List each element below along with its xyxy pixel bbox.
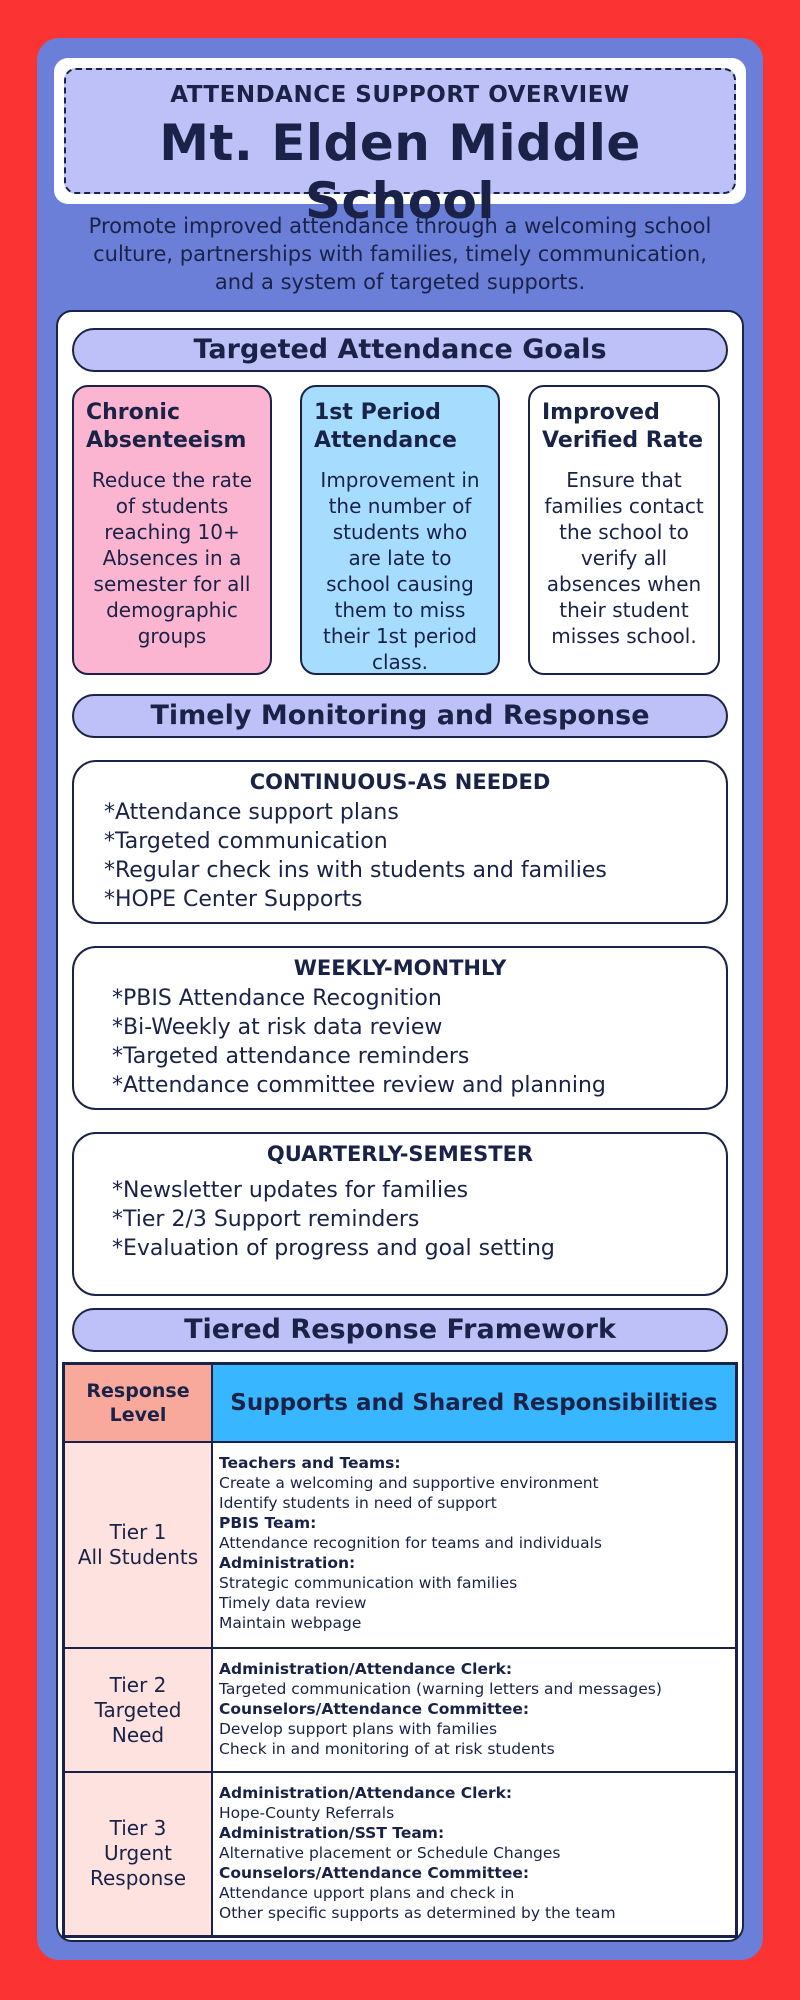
support-line: Attendance upport plans and check in [219, 1884, 515, 1902]
goal-text: Reduce the rate of students reaching 10+ Absences in a semester for all demographic groups [91, 468, 253, 648]
freq-list [112, 984, 726, 1100]
goals-section-title: Targeted Attendance Goals [72, 328, 728, 372]
list-item: *Attendance committee review and planning [112, 1073, 606, 1098]
freq-card-quarterly [72, 1132, 728, 1296]
tier-level-line: Targeted [94, 1697, 182, 1722]
support-line: Hope-County Referrals [219, 1804, 395, 1822]
tier-level-line: Urgent [103, 1841, 173, 1866]
support-line: Maintain webpage [219, 1614, 362, 1632]
list-item: *PBIS Attendance Recognition [112, 986, 442, 1011]
framework-section-title: Tiered Response Framework [72, 1308, 728, 1352]
freq-heading: WEEKLY-MONTHLY [293, 956, 507, 980]
school-name: Mt. Elden Middle School [159, 114, 641, 230]
tier-level-cell [64, 1442, 213, 1648]
list-item: *Targeted communication [104, 829, 388, 854]
freq-card-continuous [72, 760, 728, 924]
freq-heading: CONTINUOUS-AS NEEDED [249, 770, 551, 794]
list-item: *Targeted attendance reminders [112, 1044, 470, 1069]
list-item: *Bi-Weekly at risk data review [112, 1015, 443, 1040]
tier-level-cell [64, 1772, 213, 1936]
goal-card-verified-rate [528, 385, 720, 675]
tier-level-line: Response [89, 1866, 187, 1891]
support-line: Targeted communication (warning letters and messages) [219, 1680, 662, 1698]
tier-support-cell [212, 1648, 737, 1772]
header-kicker: ATTENDANCE SUPPORT OVERVIEW [170, 82, 630, 108]
list-item: *Regular check ins with students and families [104, 858, 607, 883]
monitoring-section-title: Timely Monitoring and Response [72, 694, 728, 738]
support-line: Other specific supports as determined by the team [219, 1904, 616, 1922]
role-label: Administration/SST Team: [219, 1824, 445, 1842]
support-line: Check in and monitoring of at risk students [219, 1740, 555, 1758]
role-label: PBIS Team: [219, 1514, 317, 1532]
tier-level-line: Tier 2 [109, 1672, 167, 1697]
support-line: Alternative placement or Schedule Changes [219, 1844, 561, 1862]
role-label: Administration/Attendance Clerk: [219, 1784, 513, 1802]
freq-list [104, 798, 726, 914]
intro-text: Promote improved attendance through a welcoming school culture, partnerships with families, timely communication, and a system of targeted supports. [88, 214, 712, 294]
goal-text: Improvement in the number of students who are late to school causing them to miss their 1st period class. [320, 468, 480, 674]
header-banner [64, 68, 736, 230]
table-row [64, 1442, 737, 1648]
col-header-level: Response Level [64, 1364, 213, 1443]
tier-support-cell [212, 1772, 737, 1936]
tier-table [62, 1362, 738, 1938]
goal-card-chronic [72, 385, 272, 675]
goal-title: Improved Verified Rate [542, 400, 703, 453]
support-line: Attendance recognition for teams and individuals [219, 1534, 602, 1552]
support-line: Identify students in need of support [219, 1494, 497, 1512]
goal-text: Ensure that families contact the school to verify all absences when their student misses school. [544, 468, 704, 648]
goal-title: 1st Period Attendance [314, 400, 457, 453]
goal-title: Chronic Absenteeism [86, 400, 247, 453]
list-item: *Evaluation of progress and goal setting [112, 1236, 555, 1261]
col-header-support: Supports and Shared Responsibilities [212, 1364, 737, 1443]
support-line: Timely data review [219, 1594, 367, 1612]
goal-card-first-period [300, 385, 500, 675]
role-label: Administration/Attendance Clerk: [219, 1660, 513, 1678]
list-item: *Newsletter updates for families [112, 1178, 469, 1203]
list-item: *HOPE Center Supports [104, 887, 363, 912]
support-line: Strategic communication with families [219, 1574, 518, 1592]
freq-card-weekly [72, 946, 728, 1110]
support-line: Develop support plans with families [219, 1720, 498, 1738]
table-header-row [64, 1364, 737, 1443]
tier-level-line: Need [111, 1722, 165, 1747]
tier-level-line: All Students [77, 1545, 199, 1569]
role-label: Counselors/Attendance Committee: [219, 1864, 530, 1882]
role-label: Teachers and Teams: [219, 1454, 401, 1472]
support-line: Create a welcoming and supportive environment [219, 1474, 599, 1492]
list-item: *Tier 2/3 Support reminders [112, 1207, 420, 1232]
tier-support-cell [212, 1442, 737, 1648]
table-row [64, 1772, 737, 1936]
role-label: Administration: [219, 1554, 356, 1572]
freq-heading: QUARTERLY-SEMESTER [266, 1142, 534, 1166]
tier-level-line: Tier 1 [109, 1520, 167, 1544]
tier-level-cell [64, 1648, 213, 1772]
freq-list [112, 1176, 726, 1263]
tier-level-line: Tier 3 [109, 1816, 167, 1841]
table-row [64, 1648, 737, 1772]
list-item: *Attendance support plans [104, 800, 399, 825]
role-label: Counselors/Attendance Committee: [219, 1700, 530, 1718]
